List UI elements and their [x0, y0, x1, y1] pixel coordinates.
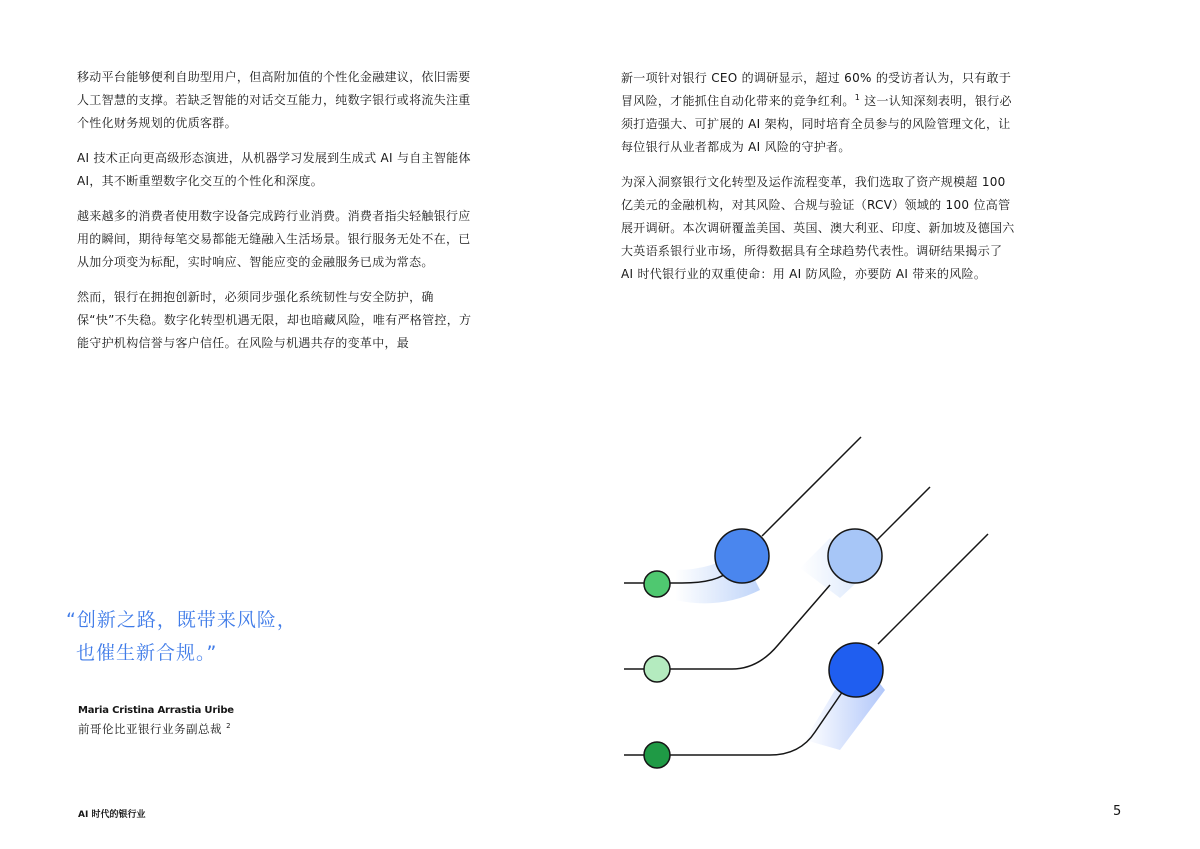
left-text-column [77, 66, 472, 367]
author-title-text: 前哥伦比亚银行业务副总裁 [78, 722, 222, 736]
paragraph-text: 这一认知深刻表明，银行必须打造强大、可扩展的 AI 架构，同时培育全员参与的风险管理文化，让每位银行从业者都成为 AI 风险的守护者。 [621, 94, 1012, 154]
pull-quote [66, 604, 297, 670]
node-green-dark [644, 742, 670, 768]
paragraph: 为深入洞察银行文化转型及运作流程变革，我们选取了资产规模超 100 亿美元的金融机构，对其风险、合规与验证（RCV）领域的 100 位高管展开调研。本次调研覆盖美国、英国、澳大利亚、印度、新加坡及德国六大英语系银行业市场，所得数据具有全球趋势代表性。调研结果揭示了 AI 时代银行业的双重使命：用 AI 防风险，亦要防 AI 带来的风险。 [621, 175, 1015, 281]
publication-title: AI 时代的银行业 [78, 810, 146, 820]
paragraph [621, 67, 1016, 159]
paragraph: 然而，银行在拥抱创新时，必须同步强化系统韧性与安全防护，确保“快”不失稳。数字化转型机遇无限，却也暗藏风险，唯有严格管控，方能守护机构信誉与客户信任。在风险与机遇共存的变革中，最 [77, 290, 472, 350]
connector-line [874, 487, 930, 543]
right-text-column [621, 67, 1016, 298]
paragraph: AI 技术正向更高级形态演进，从机器学习发展到生成式 AI 与自主智能体 AI，其不断重塑数字化交互的个性化和深度。 [77, 151, 471, 188]
node-blue-strong [829, 643, 883, 697]
author-title [78, 721, 231, 737]
node-blue [715, 529, 769, 583]
footnote-marker: 1 [854, 93, 861, 102]
quote-line: “创新之路，既带来风险， [66, 609, 297, 631]
network-illustration [600, 420, 1020, 790]
paragraph: 移动平台能够便利自助型用户，但高附加值的个性化金融建议，依旧需要人工智慧的支撑。若缺乏智能的对话交互能力，纯数字银行或将流失注重个性化财务规划的优质客群。 [77, 70, 471, 130]
connector-line [762, 437, 861, 536]
paragraph-text: 新一项针对银行 CEO 的调研显示，超过 60% 的受访者认为，只有敢于冒风险，才能抓住自动化带来的竞争红利。 [621, 71, 1012, 108]
quote-line: 也催生新合规。” [76, 642, 218, 664]
page-number: 5 [1113, 804, 1122, 819]
connector-line [878, 534, 988, 644]
node-green [644, 571, 670, 597]
node-green-light [644, 656, 670, 682]
footnote-marker: 2 [226, 722, 232, 731]
author-name: Maria Cristina Arrastia Uribe [78, 705, 234, 716]
node-blue-light [828, 529, 882, 583]
paragraph: 越来越多的消费者使用数字设备完成跨行业消费。消费者指尖轻触银行应用的瞬间，期待每笔交易都能无缝融入生活场景。银行服务无处不在，已从加分项变为标配，实时响应、智能应变的金融服务已成为常态。 [77, 209, 471, 269]
